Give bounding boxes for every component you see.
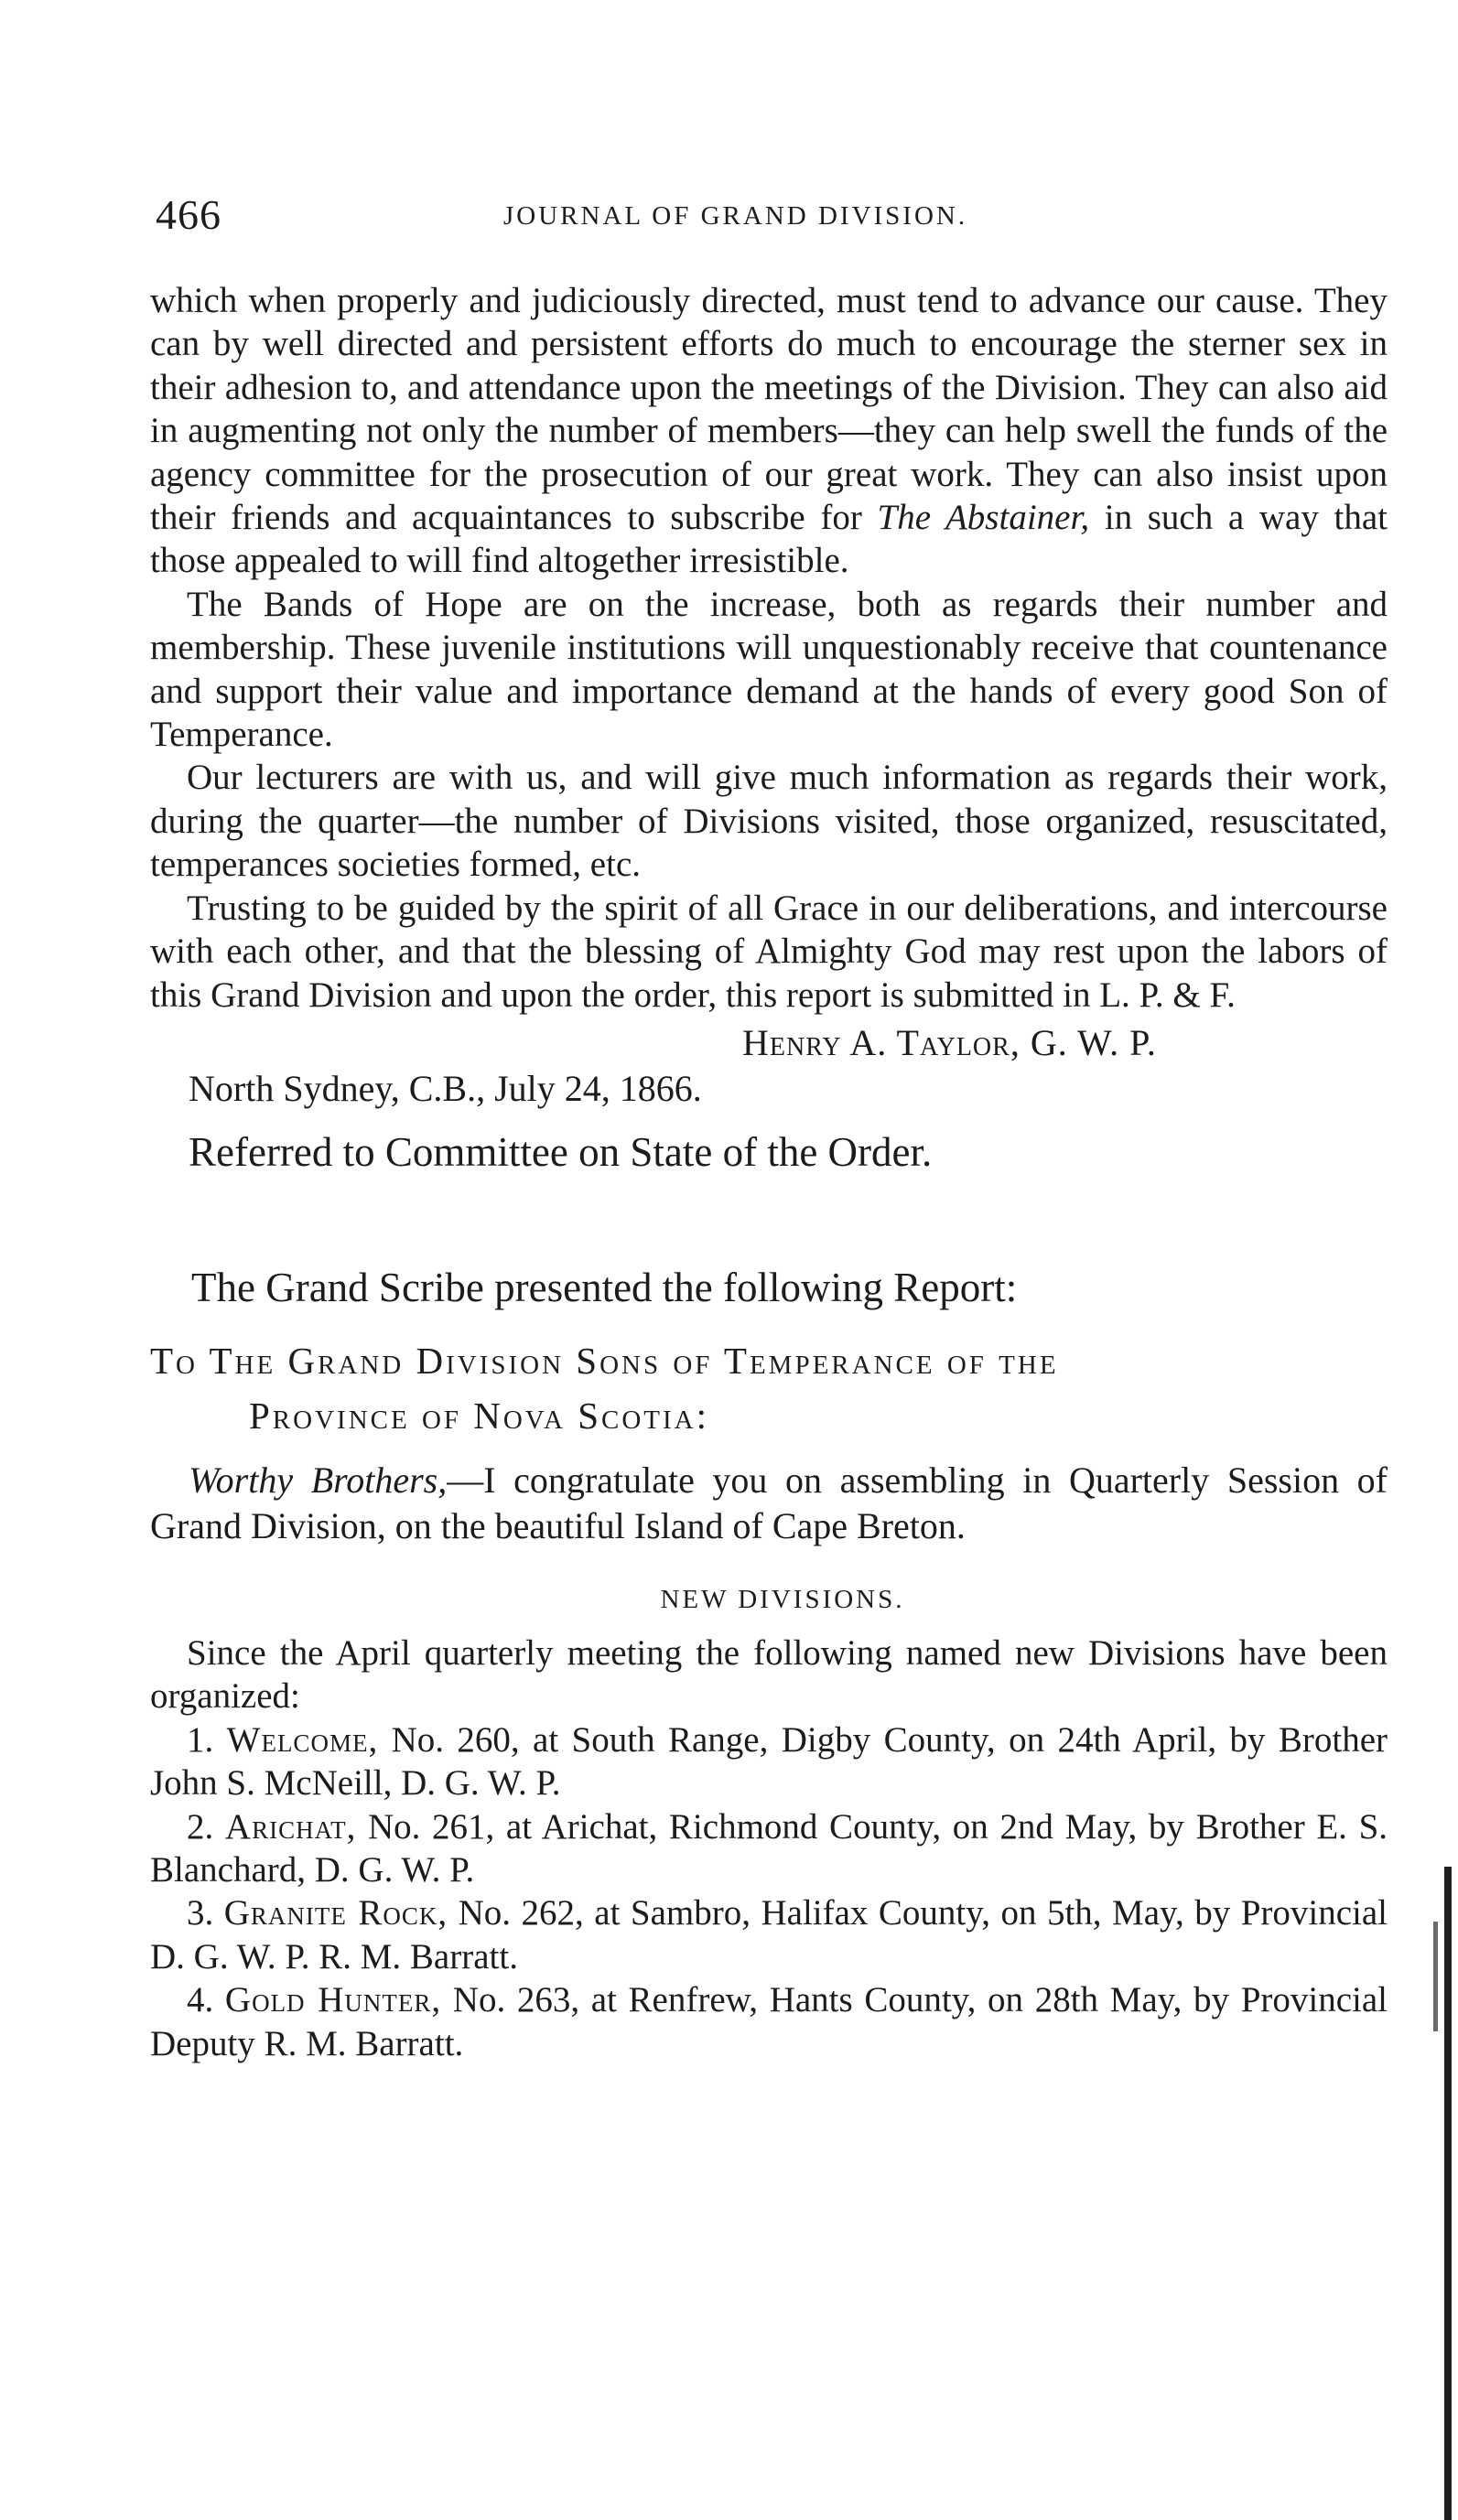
- page-number: 466: [156, 191, 221, 238]
- division-name: Gold Hunter,: [224, 1980, 442, 2020]
- division-entry: [150, 1805, 1388, 1892]
- new-divisions-intro: Since the April quarterly meeting the following named new Divisions have been organized:: [150, 1632, 1388, 1717]
- page-edge-shadow: [1444, 1867, 1452, 2520]
- section-heading: NEW DIVISIONS.: [660, 1584, 905, 1614]
- running-head: [156, 188, 1382, 242]
- division-details: No. 262, at Sambro, Halifax County, on 5th, May, by Provincial D. G. W. P. R. M. Barratt.: [150, 1893, 1388, 1976]
- journal-title: JOURNAL OF GRAND DIVISION.: [503, 201, 968, 231]
- division-details: No. 263, at Renfrew, Hants County, on 28th May, by Provincial Deputy R. M. Barratt.: [150, 1980, 1388, 2063]
- division-entry: [150, 1718, 1388, 1805]
- division-details: No. 261, at Arichat, Richmond County, on 2nd May, by Brother E. S. Blanchard, D. G. W. P.: [150, 1806, 1388, 1890]
- salutation-greeting: Worthy Brothers,: [189, 1459, 448, 1501]
- entry-number: 2.: [187, 1806, 214, 1847]
- body-text: [150, 279, 1388, 2065]
- address-line-1: To The Grand Division Sons of Temperance of the: [150, 1339, 1059, 1382]
- referral-note: Referred to Committee on State of the Order.: [189, 1128, 933, 1175]
- paragraph-continuation: [150, 279, 1388, 583]
- salutation-text: —I congratulate you on assembling in Quarterly Session of Grand Division, on the beautiful Island of Cape Breton.: [150, 1459, 1388, 1546]
- report-address: [150, 1333, 1388, 1443]
- publication-title: The Abstainer,: [877, 498, 1090, 538]
- division-details: No. 260, at South Range, Digby County, on 24th April, by Brother John S. McNeill, D. G. W. P.: [150, 1719, 1388, 1804]
- paragraph-text: which when properly and judiciously directed, must tend to advance our cause. They can by well directed and persistent efforts do much to encourage the sterner sex in their adhesion to, and attendance upon the meetings of the Division. They can also aid in augmenting not only the number of members—they can help swell the funds of the agency committee for the prosecution of our great work. They can also insist upon their friends and acquaintances to subscribe for: [150, 281, 1388, 538]
- paragraph-closing: Trusting to be guided by the spirit of all Grace in our deliberations, and intercourse with each other, and that the blessing of Almighty God may rest upon the labors of this Grand Division and upon the order, this report is submitted in L. P. & F.: [150, 888, 1388, 1015]
- division-name: Welcome,: [226, 1719, 379, 1760]
- division-entry: [150, 1978, 1388, 2065]
- page-edge-shadow: [1433, 1922, 1438, 2031]
- entry-number: 4.: [187, 1980, 214, 2020]
- scribe-report-intro: The Grand Scribe presented the following Report:: [191, 1264, 1018, 1310]
- division-name: Granite Rock,: [223, 1893, 448, 1933]
- paragraph-bands-of-hope: The Bands of Hope are on the increase, both as regards their number and membership. These juvenile institutions will unquestionably receive that countenance and support their value and importance demand at the hands of every good Son of Temperance.: [150, 584, 1388, 755]
- salutation: [150, 1458, 1388, 1549]
- signature: Henry A. Taylor, G. W. P.: [742, 1021, 1157, 1063]
- entry-number: 3.: [187, 1893, 214, 1933]
- paragraph-lecturers: Our lecturers are with us, and will give much information as regards their work, during the quarter—the number of Divisions visited, those organized, resuscitated, temperances societies formed, etc.: [150, 758, 1388, 885]
- dateline: North Sydney, C.B., July 24, 1866.: [189, 1067, 702, 1109]
- paragraph-text: in such a way that those appealed to will find altogether irresistible.: [150, 498, 1388, 581]
- division-name: Arichat,: [224, 1806, 357, 1847]
- entry-number: 1.: [187, 1719, 214, 1760]
- division-entry: [150, 1891, 1388, 1978]
- address-line-2: Province of Nova Scotia:: [249, 1394, 710, 1437]
